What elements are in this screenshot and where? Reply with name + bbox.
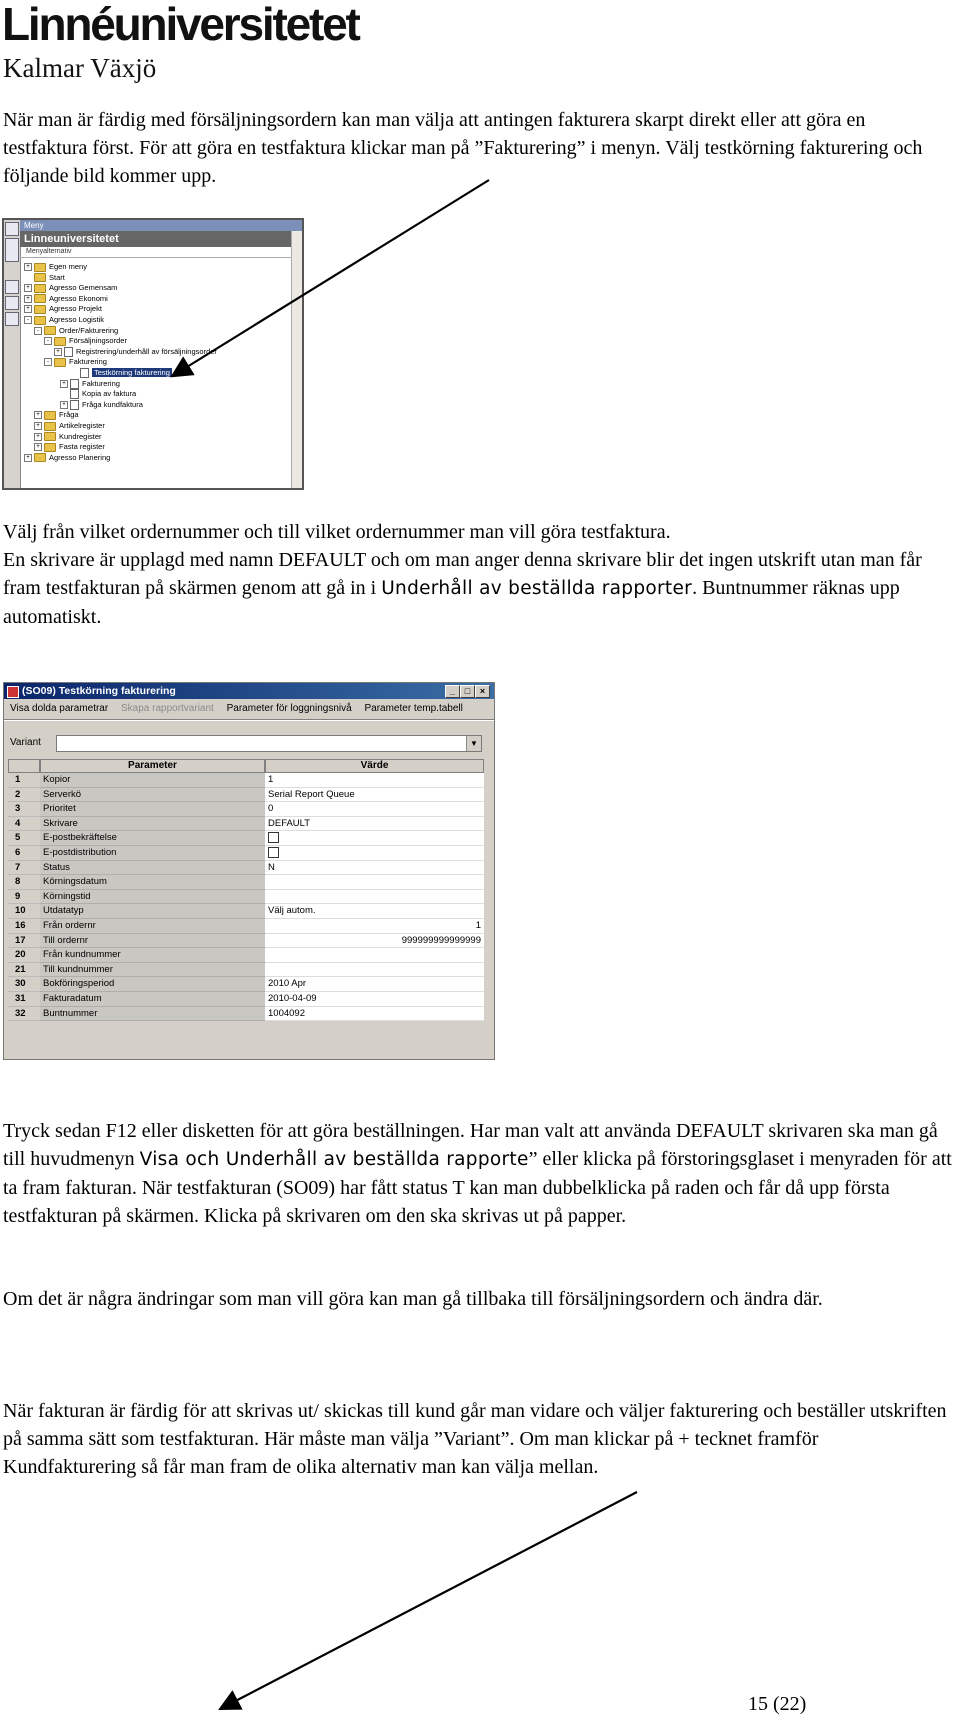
- parameter-value[interactable]: 2010 Apr: [265, 977, 484, 992]
- menu-tree-item-label: Fasta register: [59, 442, 105, 452]
- row-number: 7: [8, 861, 40, 876]
- row-number: 16: [8, 919, 40, 934]
- row-number: 17: [8, 934, 40, 949]
- menu-tree-item-label: Registrering/underhåll av försäljningsorder: [76, 346, 217, 356]
- parameter-name: Kopior: [40, 773, 265, 788]
- menu-tree-item-label: Fakturering: [69, 357, 107, 367]
- expand-icon[interactable]: +: [24, 284, 32, 292]
- maximize-icon[interactable]: □: [460, 685, 475, 698]
- parameter-name: Buntnummer: [40, 1007, 265, 1022]
- menu-tree-item-label: Försäljningsorder: [69, 336, 127, 346]
- menu-logging-level-param[interactable]: Parameter för loggningsnivå: [226, 703, 352, 714]
- parameter-name: Körningsdatum: [40, 875, 265, 890]
- menu-window-title: Meny: [20, 220, 302, 231]
- expand-icon[interactable]: +: [24, 295, 32, 303]
- expand-icon[interactable]: +: [24, 263, 32, 271]
- row-number: 4: [8, 817, 40, 832]
- expand-icon[interactable]: +: [60, 401, 68, 409]
- row-number: 6: [8, 846, 40, 861]
- parameter-value[interactable]: N: [265, 861, 484, 876]
- parameter-name: Till ordernr: [40, 934, 265, 949]
- menu-create-report-variant[interactable]: Skapa rapportvariant: [120, 703, 214, 714]
- collapse-icon[interactable]: -: [34, 327, 42, 335]
- row-number: 32: [8, 1007, 40, 1022]
- collapse-icon[interactable]: -: [24, 316, 32, 324]
- menu-tree-item-label: Order/Fakturering: [59, 325, 119, 335]
- menu-path-term: Visa och Underhåll av beställda rapporte: [139, 1149, 529, 1170]
- menu-temp-table-param[interactable]: Parameter temp.tabell: [364, 703, 463, 714]
- parameter-value[interactable]: 0: [265, 802, 484, 817]
- menu-tree-item-label: Artikelregister: [59, 421, 105, 430]
- row-number: 8: [8, 875, 40, 890]
- menu-tree-item-label: Testkörning fakturering: [94, 368, 170, 377]
- menu-tree-item-label: Fråga kundfaktura: [82, 399, 143, 409]
- chevron-down-icon[interactable]: ▼: [466, 736, 481, 751]
- parameter-value[interactable]: Serial Report Queue: [265, 788, 484, 803]
- parameter-name: E-postbekräftelse: [40, 831, 265, 846]
- parameter-value[interactable]: Välj autom.: [265, 904, 484, 919]
- parameter-value[interactable]: 2010-04-09: [265, 992, 484, 1007]
- menu-tree-item-label: Start: [49, 272, 65, 282]
- variant-label: Variant: [10, 737, 41, 748]
- parameter-value[interactable]: 1: [265, 773, 484, 788]
- dialog-title: (SO09) Testkörning fakturering: [22, 685, 176, 697]
- expand-icon[interactable]: +: [34, 411, 42, 419]
- menu-tree-item-label: Kundregister: [59, 431, 102, 441]
- intro-text: När man är färdig med försäljningsordern kan man välja att antingen fakturera skarpt direkt eller att göra en testfaktura först. För att göra en testfaktura klickar man på ”Fakturering” i menyn. Välj testkörning fakturering och följande bild kommer upp.: [3, 109, 923, 187]
- menu-tree-item-label: Fråga: [59, 410, 79, 420]
- order-text: Tryck sedan F12 eller disketten för att göra beställningen. Har man valt att använda DEFAULT skrivaren ska man gå till huvudmenyn Visa och Underhåll av beställda rapporte” eller klicka på förstoringsglaset i menyraden för att ta fram fakturan. När testfakturan (SO09) har fått status T kan man dubbelklicka på raden och får då upp första testfakturan på skärmen. Klicka på skrivaren om den ska skrivas ut på papper.: [3, 1120, 952, 1227]
- university-logo-wordmark: Linnéuniversitetet: [2, 0, 359, 50]
- row-number: 30: [8, 977, 40, 992]
- row-number: 9: [8, 890, 40, 905]
- expand-icon[interactable]: +: [34, 422, 42, 430]
- menu-tree-item-label: Agresso Planering: [49, 452, 111, 462]
- row-number: 31: [8, 992, 40, 1007]
- parameter-name: Bokföringsperiod: [40, 977, 265, 992]
- expand-icon[interactable]: +: [60, 380, 68, 388]
- menu-tree-item-label: Egen meny: [49, 262, 87, 271]
- menu-subheader: Menyalternativ: [20, 247, 302, 258]
- close-icon[interactable]: ×: [475, 685, 490, 698]
- parameter-value[interactable]: DEFAULT: [265, 817, 484, 832]
- menu-show-hidden-params[interactable]: Visa dolda parametrar: [10, 703, 109, 714]
- column-header-value: Värde: [265, 759, 484, 773]
- row-number: 1: [8, 773, 40, 788]
- parameter-name: Skrivare: [40, 817, 265, 832]
- expand-icon[interactable]: +: [34, 433, 42, 441]
- minimize-icon[interactable]: _: [445, 685, 460, 698]
- final-invoice-text: När fakturan är färdig för att skrivas ut/ skickas till kund går man vidare och väljer fakturering och beställer utskriften på samma sätt som testfakturan. Här måste man välja ”Variant”. Om man klickar på + tecknet framför Kundfakturering så får man fram de olika alternativ man kan välja mellan.: [3, 1400, 947, 1478]
- parameter-name: Status: [40, 861, 265, 876]
- expand-icon[interactable]: +: [54, 348, 62, 356]
- parameter-name: E-postdistribution: [40, 846, 265, 861]
- row-number: 5: [8, 831, 40, 846]
- row-number: 20: [8, 948, 40, 963]
- parameter-name: Till kundnummer: [40, 963, 265, 978]
- collapse-icon[interactable]: -: [44, 337, 52, 345]
- expand-icon[interactable]: +: [24, 454, 32, 462]
- arrow-to-kundfakturering: [222, 1492, 637, 1708]
- changes-text: Om det är några ändringar som man vill göra kan man gå tillbaka till försäljningsordern och ändra där.: [3, 1288, 823, 1310]
- parameter-value[interactable]: 1: [265, 919, 484, 934]
- parameter-name: Prioritet: [40, 802, 265, 817]
- menu-tree-item-label: Kopia av faktura: [82, 389, 137, 399]
- menu-tree-item-label: Agresso Logistik: [49, 315, 105, 324]
- university-logo-subtitle: Kalmar Växjö: [3, 53, 157, 83]
- menu-tree-item-label: Agresso Ekonomi: [49, 293, 108, 303]
- row-number: 10: [8, 904, 40, 919]
- row-number: 3: [8, 802, 40, 817]
- menu-tree-item-label: Agresso Projekt: [49, 304, 102, 314]
- parameter-name: Körningstid: [40, 890, 265, 905]
- menu-header: Linneuniversitetet: [20, 231, 302, 247]
- instruction-line: Välj från vilket ordernummer och till vilket ordernummer man vill göra testfaktura.: [3, 521, 671, 543]
- parameter-name: Från ordernr: [40, 919, 265, 934]
- parameter-name: Serverkö: [40, 788, 265, 803]
- column-header-parameter: Parameter: [40, 759, 265, 773]
- page-number: 15 (22): [748, 1693, 807, 1715]
- parameter-name: Fakturadatum: [40, 992, 265, 1007]
- arrow-to-testkorning: [174, 180, 489, 375]
- parameter-name: Utdatatyp: [40, 904, 265, 919]
- collapse-icon[interactable]: -: [44, 358, 52, 366]
- expand-icon[interactable]: +: [24, 305, 32, 313]
- menu-tree-item-label: Fakturering: [82, 378, 120, 388]
- parameter-name: Från kundnummer: [40, 948, 265, 963]
- row-number: 21: [8, 963, 40, 978]
- expand-icon[interactable]: +: [34, 443, 42, 451]
- parameter-value[interactable]: 1004092: [265, 1007, 484, 1022]
- instruction-text: En skrivare är upplagd med namn DEFAULT och om man anger denna skrivare blir det ingen utskrift utan man får fram testfakturan på skärmen genom att gå in i Underhåll av beställda rapporter. Buntnummer räknas upp automatiskt.: [3, 549, 922, 628]
- report-maintenance-term: Underhåll av beställda rapporter: [381, 578, 693, 599]
- row-number: 2: [8, 788, 40, 803]
- menu-tree-item-label: Agresso Gemensam: [49, 283, 118, 293]
- parameter-value[interactable]: 999999999999999: [265, 934, 484, 949]
